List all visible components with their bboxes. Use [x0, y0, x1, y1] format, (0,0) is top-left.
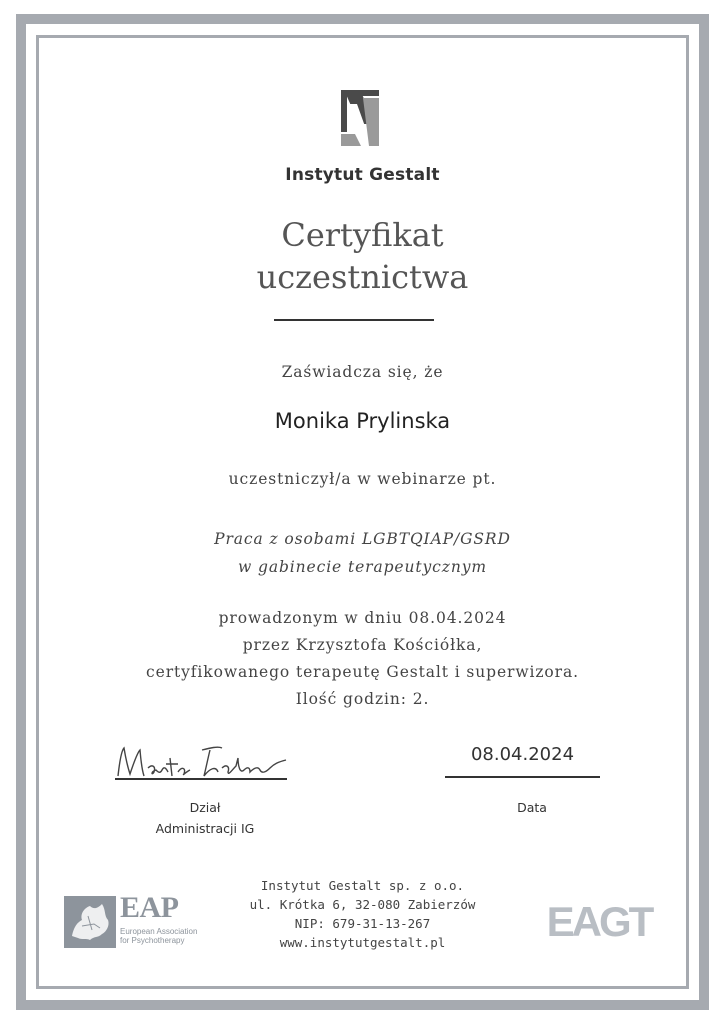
footer-website: www.instytutgestalt.pl — [279, 935, 446, 950]
eap-fullname — [120, 927, 197, 945]
webinar-title-line-2: w gabinecie terapeutycznym — [238, 558, 487, 576]
eagt-logo — [546, 896, 652, 948]
title-underline — [274, 319, 434, 321]
detail-date: prowadzonym w dniu 08.04.2024 — [218, 609, 507, 627]
title-line-2: uczestnictwa — [256, 258, 469, 296]
signature-label-line-1: Dział — [189, 800, 221, 815]
eap-fullname-line-1: European Association — [120, 927, 198, 936]
signature-label-line-2: Administracji IG — [155, 821, 255, 836]
instytut-gestalt-logo-icon — [339, 88, 381, 148]
webinar-title-line-1: Praca z osobami LGBTQIAP/GSRD — [214, 530, 511, 548]
webinar-title — [0, 525, 725, 581]
date-line — [445, 776, 600, 778]
footer-street: ul. Krótka 6, 32-080 Zabierzów — [249, 897, 476, 912]
detail-qualification: certyfikowanego terapeutę Gestalt i superwizora. — [146, 663, 579, 681]
certificate-title — [0, 214, 725, 298]
eap-logo — [64, 891, 204, 949]
intro-text: Zaświadcza się, że — [281, 363, 444, 381]
title-line-1: Certyfikat — [281, 216, 444, 254]
footer-company: Instytut Gestalt sp. z o.o. — [260, 878, 465, 893]
footer-nip: NIP: 679-31-13-267 — [294, 916, 431, 931]
eap-fullname-line-2: for Psychotherapy — [120, 936, 185, 945]
issue-date: 08.04.2024 — [470, 744, 575, 765]
detail-hours: Ilość godzin: 2. — [295, 690, 430, 708]
footer-address — [180, 876, 545, 952]
eagt-abbr: EAGT — [546, 898, 652, 945]
detail-leader: przez Krzysztofa Kościółka, — [242, 636, 483, 654]
europe-map-icon — [64, 896, 116, 948]
participation-text: uczestniczył/a w webinarze pt. — [228, 470, 497, 488]
brand-name: Instytut Gestalt — [285, 165, 440, 185]
participant-name: Monika Prylinska — [274, 409, 451, 433]
signature-line — [115, 778, 287, 780]
webinar-details — [0, 605, 725, 713]
eap-abbr: EAP — [120, 891, 179, 924]
signature-label — [120, 797, 290, 839]
date-label: Data — [517, 800, 547, 815]
